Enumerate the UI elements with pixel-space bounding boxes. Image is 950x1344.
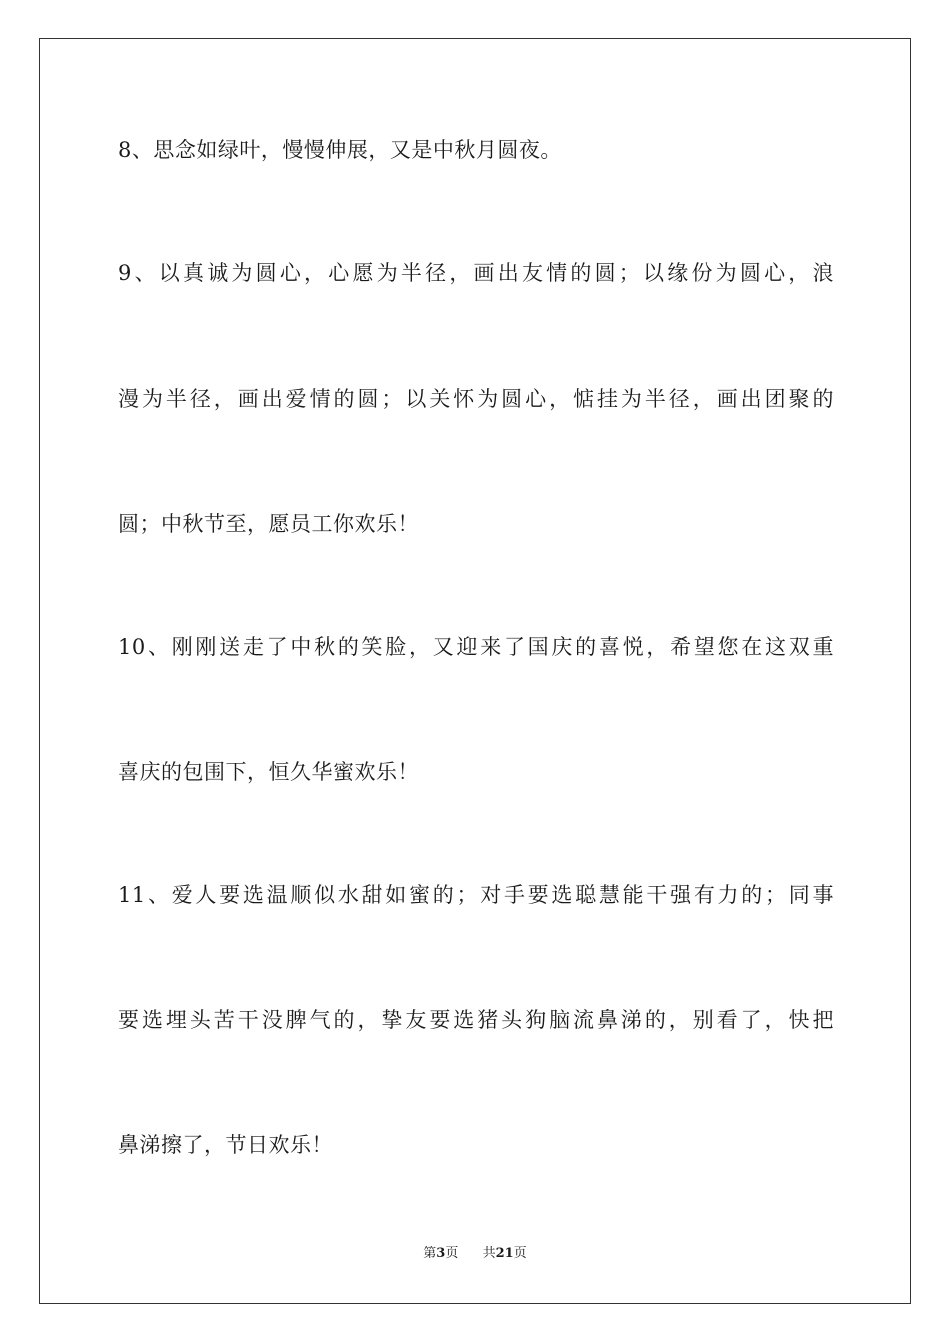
text-line: 8、思念如绿叶，慢慢伸展，又是中秋月圆夜。 <box>118 138 562 162</box>
text-line: 要选埋头苦干没脾气的，挚友要选猪头狗脑流鼻涕的，别看了，快把 <box>118 1008 834 1032</box>
total-prefix: 共 <box>482 1246 496 1261</box>
total-suffix: 页 <box>513 1246 527 1261</box>
total-pages: 21 <box>495 1246 514 1261</box>
page-border <box>39 38 911 1304</box>
page-prefix: 第 <box>423 1246 437 1261</box>
page-number: 3 <box>436 1246 446 1261</box>
page-footer <box>0 1245 950 1263</box>
text-line: 9、以真诚为圆心，心愿为半径，画出友情的圆；以缘份为圆心，浪 <box>118 261 834 285</box>
page-suffix: 页 <box>445 1246 459 1261</box>
text-line: 11、爱人要选温顺似水甜如蜜的；对手要选聪慧能干强有力的；同事 <box>118 883 834 907</box>
text-line: 鼻涕擦了，节日欢乐！ <box>118 1133 333 1157</box>
text-line: 圆；中秋节至，愿员工你欢乐！ <box>118 512 419 536</box>
text-line: 喜庆的包围下，恒久华蜜欢乐！ <box>118 760 419 784</box>
text-line: 漫为半径，画出爱情的圆；以关怀为圆心，惦挂为半径，画出团聚的 <box>118 387 834 411</box>
text-line: 10、刚刚送走了中秋的笑脸，又迎来了国庆的喜悦，希望您在这双重 <box>118 635 834 659</box>
